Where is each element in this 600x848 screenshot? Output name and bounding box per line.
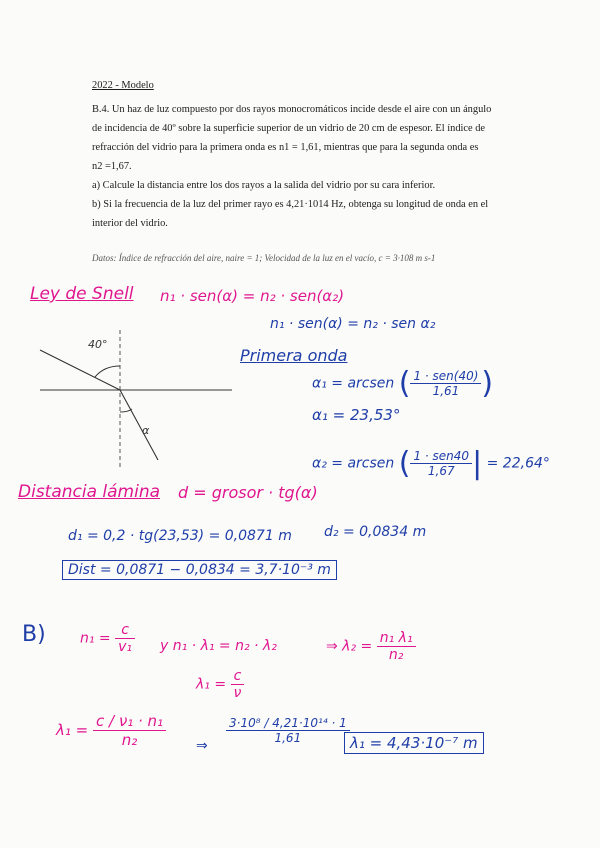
problem-line-1: B.4. Un haz de luz compuesto por dos rayos monocromáticos incide desde el aire con un ángulo <box>92 104 492 115</box>
lambda1-result-box: λ₁ = 4,43·10⁻⁷ m <box>344 732 484 754</box>
exam-header: 2022 - Modelo <box>92 80 154 91</box>
problem-line-3: refracción del vidrio para la primera onda es n1 = 1,61, mientras que para la segunda onda es <box>92 142 479 153</box>
implies-arrow: ⇒ <box>196 738 208 754</box>
angle-40-label: 40° <box>88 338 108 351</box>
alpha1-equation: α₁ = arcsen ( $\frac{\text{1 · sen(40)}}{1,61}$ ) <box>312 366 494 401</box>
question-b-line-2: interior del vidrio. <box>92 218 168 229</box>
snell-title: Ley de Snell <box>30 284 134 304</box>
snell-formula-2: n₁ · sen(α) = n₂ · sen α₂ <box>270 316 436 332</box>
n1-equation: n₁ = $\frac{c}{\text{v₁}}$ <box>80 622 135 655</box>
incident-ray <box>40 350 120 390</box>
first-wave-heading: Primera onda <box>240 346 348 365</box>
lambda2-equation: ⇒ λ₂ = $\frac{\text{n₁ λ₁}}{\text{n₂}}$ <box>326 630 416 663</box>
lambda1-final-equation: λ₁ = $\frac{\text{c / ν₁ · n₁}}{\text{n₂}}$ <box>56 712 166 749</box>
problem-line-4: n2 =1,67. <box>92 161 132 172</box>
lambda1-numeric: $\frac{\text{3·10⁸ / 4,21·10¹⁴ · 1}}{1,61}$ <box>226 716 350 745</box>
lambda1-c-over-v: λ₁ = $\frac{c}{\nu}$ <box>196 668 244 701</box>
angle-alpha-label: α <box>142 424 150 437</box>
incidence-angle-arc <box>95 366 120 377</box>
alpha1-result: α₁ = 23,53° <box>312 406 401 424</box>
lambda-relation: y n₁ · λ₁ = n₂ · λ₂ <box>160 638 277 654</box>
part-b-label: B) <box>22 622 46 647</box>
distance-result-box: Dist = 0,0871 − 0,0834 = 3,7·10⁻³ m <box>62 560 337 580</box>
distance-title: Distancia lámina <box>18 482 161 502</box>
alpha2-equation: α₂ = arcsen ( $\frac{\text{1 · sen40}}{1,67}$ | = 22,64° <box>312 446 550 481</box>
data-note: Datos: Índice de refracción del aire, naire = 1; Velocidad de la luz en el vacío, c = 3·108 m s-1 <box>92 253 436 263</box>
refracted-ray <box>120 390 158 460</box>
distance-formula: d = grosor · tg(α) <box>178 483 318 502</box>
d2-calc: d₂ = 0,0834 m <box>324 524 427 540</box>
d1-calc: d₁ = 0,2 · tg(23,53) = 0,0871 m <box>68 528 292 544</box>
problem-line-2: de incidencia de 40º sobre la superficie superior de un vidrio de 20 cm de espesor. El índice de <box>92 123 486 134</box>
question-a: a) Calcule la distancia entre los dos rayos a la salida del vidrio por su cara inferior. <box>92 180 436 191</box>
snell-formula: n₁ · sen(α) = n₂ · sen(α₂) <box>160 287 345 305</box>
question-b-line-1: b) Si la frecuencia de la luz del primer rayo es 4,21·1014 Hz, obtenga su longitud de onda en el <box>92 199 489 210</box>
